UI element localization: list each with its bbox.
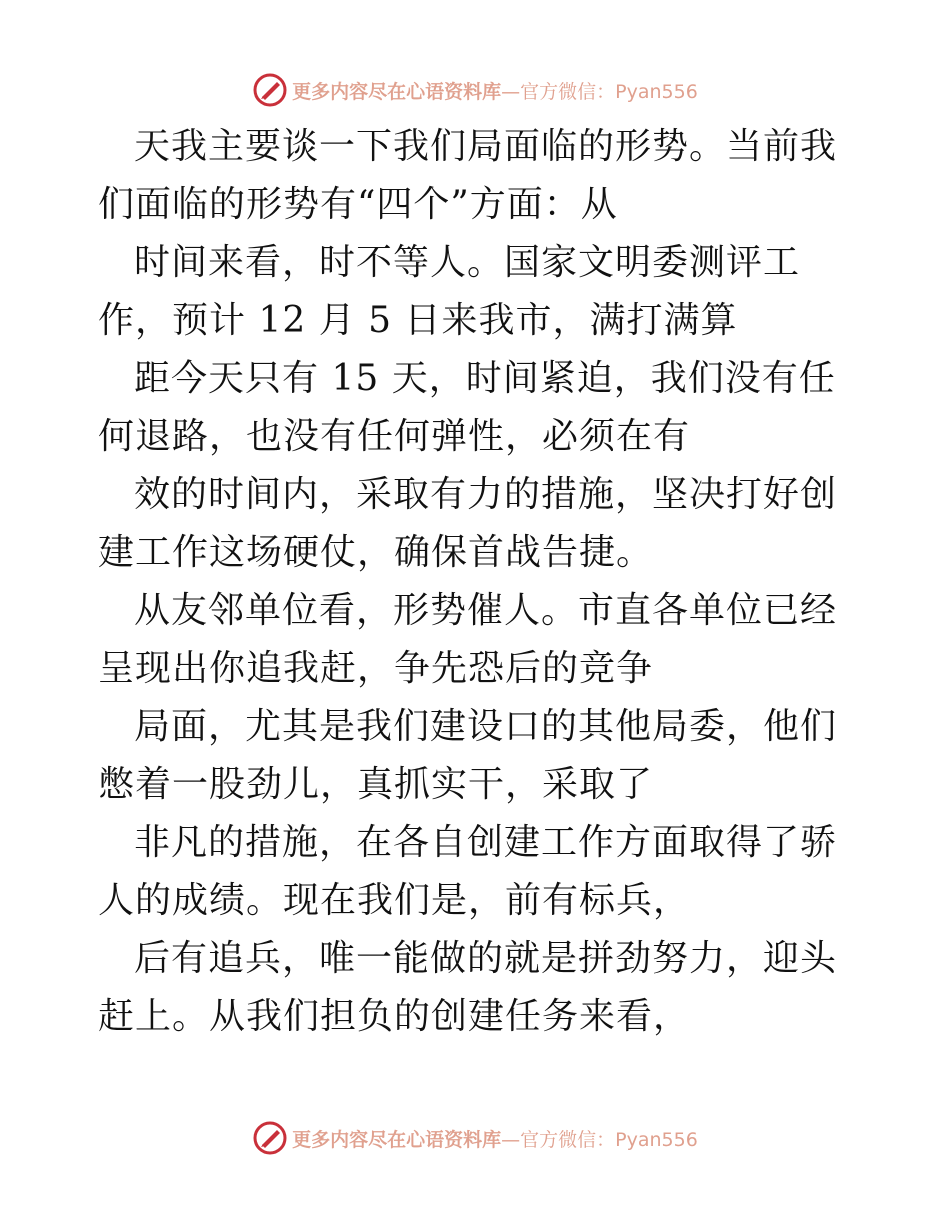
paragraph: 非凡的措施，在各自创建工作方面取得了骄人的成绩。现在我们是，前有标兵， (98, 822, 838, 921)
paragraph: 从友邻单位看，形势催人。市直各单位已经呈现出你追我赶，争先恐后的竞争 (98, 590, 838, 689)
paragraph: 局面，尤其是我们建设口的其他局委，他们憋着一股劲儿，真抓实干，采取了 (98, 706, 838, 805)
watermark-site: 更多内容尽在心语资料库 (292, 1128, 502, 1151)
watermark-contact: 官方微信：Pyan556 (520, 1128, 698, 1151)
footer-watermark (0, 1118, 950, 1158)
paragraph: 时间来看，时不等人。国家文明委测评工作，预计 12 月 5 日来我市，满打满算 (98, 242, 801, 341)
watermark-dash: — (501, 80, 521, 103)
watermark-text (292, 77, 698, 104)
document-body (98, 118, 858, 1046)
watermark-site: 更多内容尽在心语资料库 (292, 80, 502, 103)
paragraph: 天我主要谈一下我们局面临的形势。当前我们面临的形势有“四个”方面：从 (98, 126, 838, 225)
header-watermark (0, 70, 950, 110)
pen-logo-icon (252, 1120, 288, 1156)
watermark-contact: 官方微信：Pyan556 (520, 80, 698, 103)
pen-logo-icon (252, 72, 288, 108)
paragraph: 效的时间内，采取有力的措施，坚决打好创建工作这场硬仗，确保首战告捷。 (98, 474, 838, 573)
watermark-text (292, 1125, 698, 1152)
paragraph: 后有追兵，唯一能做的就是拼劲努力，迎头赶上。从我们担负的创建任务来看， (98, 938, 838, 1037)
watermark-dash: — (501, 1128, 521, 1151)
paragraph: 距今天只有 15 天，时间紧迫，我们没有任何退路，也没有任何弹性，必须在有 (98, 358, 836, 457)
